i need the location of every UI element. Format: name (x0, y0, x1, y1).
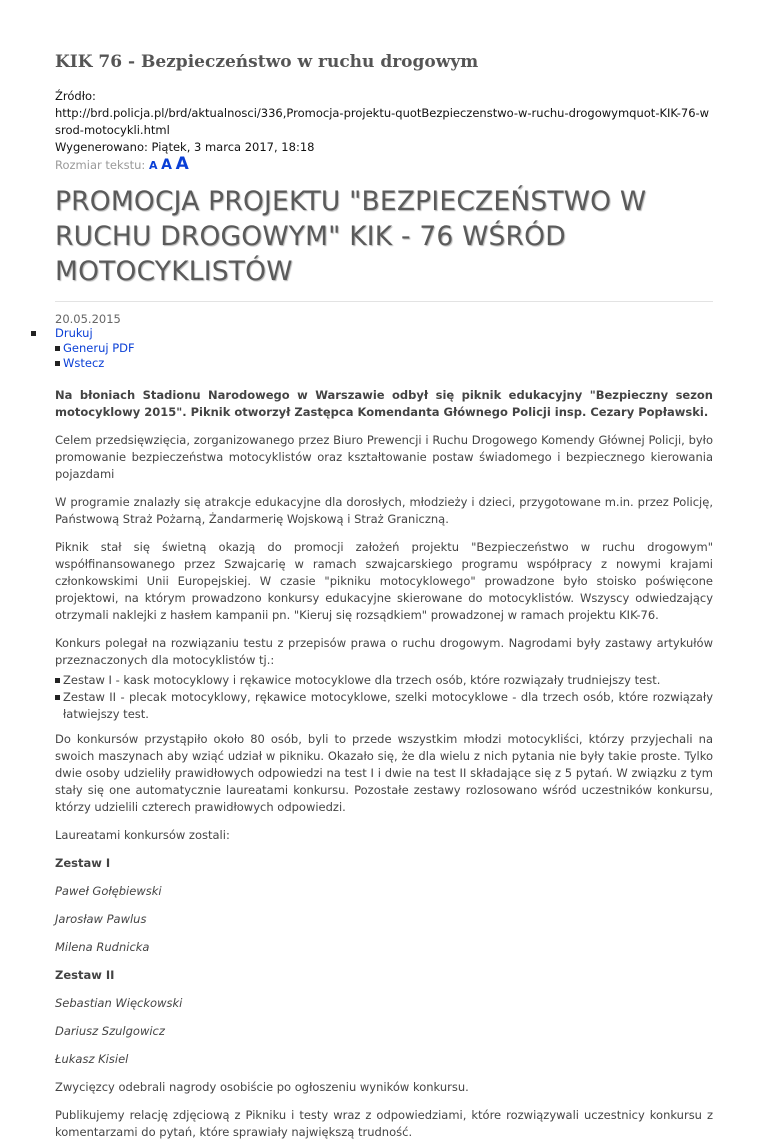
back-link-item (55, 356, 713, 371)
set-title: Zestaw I (55, 856, 111, 870)
font-size-medium-button[interactable]: A (161, 157, 172, 173)
paragraph: Celem przedsięwzięcia, zorganizowanego przez Biuro Prewencji i Ruchu Drogowego Komendy Głównej Policji, było promowanie bezpieczeństwa motocyklistów oraz kształtowanie postaw świadomego i bezpiecznego kierowania pojazdami (55, 433, 713, 481)
pdf-link-item (55, 341, 713, 356)
paragraph: Do konkursów przystąpiło około 80 osób, byli to przede wszystkim młodzi motocykliści, którzy przyjechali na swoich maszynach aby wziąć udział w pikniku. Okazało się, że dla wielu z nich pytania nie były takie proste. Tylko dwie osoby udzieliły prawidłowych odpowiedzi na test I i dwie na test II składające się z 5 pytań. W związku z tym stały się one automatycznie laureatami konkursu. Pozostałe zestawy rozlosowano wśród uczestników konkursu, którzy udzielili czterech prawidłowych odpowiedzi. (55, 732, 713, 814)
source-url: http://brd.policja.pl/brd/aktualnosci/336,Promocja-projektu-quotBezpieczenstwo-w-ruchu-drogowymquot-KIK-76-wsrod-motocykli.html (55, 106, 710, 137)
prize-item: Zestaw II - plecak motocyklowy, rękawice motocyklowe, szelki motocyklowe - dla trzech osób, które rozwiązały łatwiejszy test. (55, 689, 713, 723)
headline-divider (55, 301, 713, 302)
source-meta (55, 88, 713, 156)
laureate-name: Milena Rudnicka (55, 940, 150, 954)
article-lead: Na błoniach Stadionu Narodowego w Warszawie odbył się piknik edukacyjny "Bezpieczny sezon motocyklowy 2015". Piknik otworzył Zastępca Komendanta Głównego Policji insp. Cezary Popławski. (55, 388, 713, 419)
site-title: KIK 76 - Bezpieczeństwo w ruchu drogowym (55, 52, 479, 72)
article-actions (55, 326, 713, 371)
article-body (55, 387, 713, 1141)
laureate-name: Jarosław Pawlus (55, 912, 147, 926)
generate-pdf-link[interactable]: Generuj PDF (63, 341, 135, 355)
paragraph: Konkurs polegał na rozwiązaniu testu z przepisów prawa o ruchu drogowym. Nagrodami były zastawy artykułów przeznaczonych dla motocyklistów tj.: (55, 636, 713, 667)
laureate-name: Sebastian Więckowski (55, 996, 183, 1010)
paragraph: Publikujemy relację zdjęciową z Pikniku i testy wraz z odpowiedziami, które rozwiązywali uczestnicy konkursu z komentarzami do pytań, które sprawiały największą trudność. (55, 1108, 713, 1139)
font-size-small-button[interactable]: A (148, 159, 158, 172)
laureate-name: Dariusz Szulgowicz (55, 1024, 165, 1038)
paragraph: W programie znalazły się atrakcje edukacyjne dla dorosłych, młodzieży i dzieci, przygotowane m.in. przez Policję, Państwową Straż Pożarną, Żandarmerię Wojskową i Straż Graniczną. (55, 495, 713, 526)
paragraph: Piknik stał się świetną okazją do promocji założeń projektu "Bezpieczeństwo w ruchu drogowym" współfinansowanego przez Szwajcarię w ramach szwajcarskiego programu współpracy z nowymi krajami członkowskimi Unii Europejskiej. W czasie "pikniku motocyklowego" prowadzone było stoisko poświęcone projektowi, na którym prowadzono konkursy edukacyjne skierowane do motocyklistów. Wszyscy odwiedzający otrzymali naklejki z hasłem kampanii pn. "Kieruj się rozsądkiem" prowadzonej w ramach projektu KIK-76. (55, 540, 713, 622)
prize-list (55, 672, 713, 723)
article-date: 20.05.2015 (55, 312, 121, 326)
source-label: Źródło: (55, 89, 96, 103)
font-size-large-button[interactable]: A (175, 154, 189, 174)
laureates-intro: Laureatami konkursów zostali: (55, 828, 230, 842)
paragraph: Zwycięzcy odebrali nagrody osobiście po ogłoszeniu wyników konkursu. (55, 1080, 469, 1094)
back-link[interactable]: Wstecz (63, 356, 105, 370)
font-size-switcher (55, 156, 713, 174)
laureate-name: Łukasz Kisiel (55, 1052, 129, 1066)
print-link-item (55, 326, 713, 341)
font-size-label: Rozmiar tekstu: (55, 158, 146, 172)
print-link[interactable]: Drukuj (55, 326, 93, 340)
set-title: Zestaw II (55, 968, 115, 982)
generated-date: Wygenerowano: Piątek, 3 marca 2017, 18:18 (55, 140, 315, 154)
prize-item: Zestaw I - kask motocyklowy i rękawice motocyklowe dla trzech osób, które rozwiązały trudniejszy test. (55, 672, 713, 689)
article-headline: PROMOCJA PROJEKTU "BEZPIECZEŃSTWO W RUCHU DROGOWYM" KIK - 76 WŚRÓD MOTOCYKLISTÓW (55, 186, 647, 287)
laureate-name: Paweł Gołębiewski (55, 884, 162, 898)
